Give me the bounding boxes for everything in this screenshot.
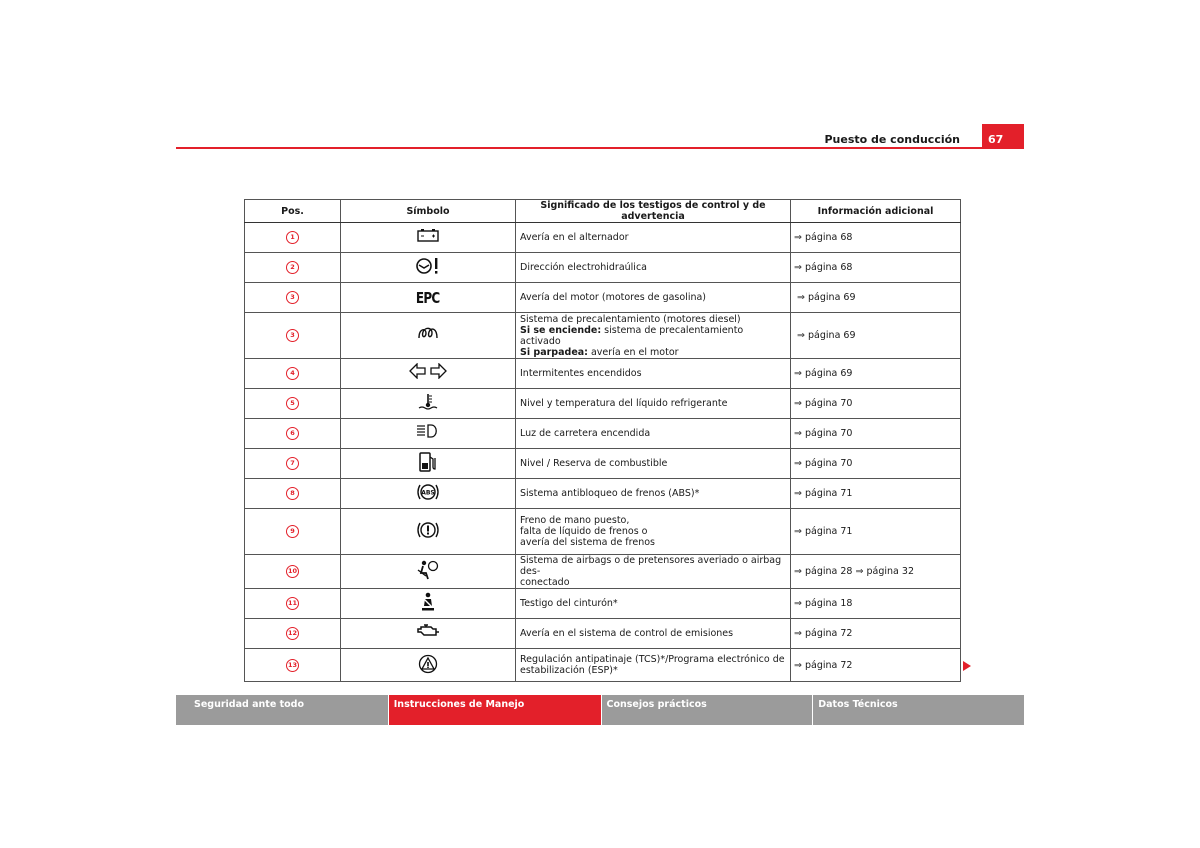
page-number: 67 [982, 124, 1024, 149]
column-header-pos: Pos. [245, 200, 341, 223]
svg-text:ABS: ABS [421, 489, 435, 496]
position-marker: 13 [286, 659, 299, 672]
page-reference-link[interactable]: página 18 [805, 598, 853, 609]
position-marker: 7 [286, 457, 299, 470]
info-cell: ⇒ página 28 ⇒ página 32 [791, 555, 961, 589]
table-row [245, 389, 961, 419]
info-cell: ⇒ página 71 [791, 509, 961, 555]
fuel-pump-icon [418, 452, 438, 474]
info-cell: ⇒ página 68 [791, 253, 961, 283]
brake-warning-icon [415, 521, 441, 543]
next-page-arrow-icon[interactable] [963, 661, 971, 671]
meaning-text: Intermitentes encendidos [516, 359, 791, 389]
position-marker: 11 [286, 597, 299, 610]
column-header-info: Información adicional [791, 200, 961, 223]
table-row [245, 253, 961, 283]
page-reference-link[interactable]: página 68 [805, 262, 853, 273]
glow-plug-icon [417, 325, 439, 347]
position-marker: 5 [286, 397, 299, 410]
position-marker: 3 [286, 329, 299, 342]
page-reference-link[interactable]: página 28 [805, 566, 853, 577]
position-marker: 1 [286, 231, 299, 244]
info-cell: ⇒ página 72 [791, 649, 961, 682]
table-row [245, 419, 961, 449]
table-row [245, 589, 961, 619]
page-reference-link[interactable]: página 69 [808, 292, 856, 303]
position-marker: 6 [286, 427, 299, 440]
page-reference-link[interactable]: página 70 [805, 458, 853, 469]
battery-icon [417, 227, 439, 249]
steering-warning-icon [416, 257, 440, 279]
info-cell: ⇒ página 18 [791, 589, 961, 619]
page-reference-link[interactable]: página 72 [805, 659, 853, 671]
info-cell: ⇒ página 68 [791, 223, 961, 253]
position-marker: 10 [286, 565, 299, 578]
info-cell: ⇒ página 70 [791, 389, 961, 419]
table-row [245, 479, 961, 509]
table-row [245, 555, 961, 589]
info-cell: ⇒ página 69 [791, 313, 961, 359]
table-row [245, 649, 961, 682]
position-marker: 3 [286, 291, 299, 304]
epc-icon: EPC [416, 288, 440, 307]
high-beam-icon [416, 423, 440, 445]
info-cell: ⇒ página 70 [791, 419, 961, 449]
turn-signals-icon [409, 363, 447, 385]
page-reference-link[interactable]: página 70 [805, 428, 853, 439]
tab-instrucciones[interactable]: Instrucciones de Manejo [389, 695, 601, 725]
page-reference-link[interactable]: página 32 [866, 566, 914, 577]
page-reference-link[interactable]: página 72 [805, 628, 853, 639]
airbag-icon [417, 560, 439, 582]
meaning-text: Avería en el sistema de control de emisiones [516, 619, 791, 649]
seatbelt-icon [420, 592, 436, 614]
meaning-text: Freno de mano puesto, falta de líquido de frenos o avería del sistema de frenos [516, 509, 791, 555]
position-marker: 2 [286, 261, 299, 274]
column-header-meaning: Significado de los testigos de control y de advertencia [516, 200, 791, 223]
engine-check-icon [416, 623, 440, 645]
meaning-text: Testigo del cinturón* [516, 589, 791, 619]
page-reference-link[interactable]: página 69 [805, 368, 853, 379]
meaning-text: Sistema de precalentamiento (motores diesel) Si se enciende: sistema de precalentamiento activado Si parpadea: avería en el motor [516, 313, 791, 359]
abs-icon [415, 483, 441, 505]
table-row [245, 223, 961, 253]
position-marker: 12 [286, 627, 299, 640]
warning-lights-table [244, 199, 961, 682]
meaning-text: Nivel y temperatura del líquido refrigerante [516, 389, 791, 419]
table-row [245, 449, 961, 479]
position-marker: 4 [286, 367, 299, 380]
page-reference-link[interactable]: página 69 [808, 330, 856, 341]
header-divider [176, 147, 1024, 149]
column-header-symbol: Símbolo [341, 200, 516, 223]
footer-nav [176, 695, 1024, 725]
table-row [245, 283, 961, 313]
info-cell: ⇒ página 69 [791, 283, 961, 313]
meaning-text: Sistema de airbags o de pretensores averiado o airbag des- conectado [516, 555, 791, 589]
table-row [245, 619, 961, 649]
meaning-text: Luz de carretera encendida [516, 419, 791, 449]
meaning-text: Dirección electrohidraúlica [516, 253, 791, 283]
tab-datos-tecnicos[interactable]: Datos Técnicos [813, 695, 1024, 725]
meaning-text: Sistema antibloqueo de frenos (ABS)* [516, 479, 791, 509]
meaning-text: Avería del motor (motores de gasolina) [516, 283, 791, 313]
position-marker: 8 [286, 487, 299, 500]
page-reference-link[interactable]: página 70 [805, 398, 853, 409]
info-cell: ⇒ página 69 [791, 359, 961, 389]
table-row [245, 359, 961, 389]
table-header-row [245, 200, 961, 223]
table-row [245, 313, 961, 359]
info-cell: ⇒ página 71 [791, 479, 961, 509]
meaning-text: Regulación antipatinaje (TCS)*/Programa electrónico de estabilización (ESP)* [516, 649, 791, 682]
page-reference-link[interactable]: página 71 [805, 526, 853, 537]
position-marker: 9 [286, 525, 299, 538]
info-cell: ⇒ página 70 [791, 449, 961, 479]
page-reference-link[interactable]: página 71 [805, 488, 853, 499]
meaning-text: Nivel / Reserva de combustible [516, 449, 791, 479]
stability-control-icon [418, 654, 438, 676]
section-title: Puesto de conducción [824, 133, 960, 146]
tab-consejos[interactable]: Consejos prácticos [602, 695, 813, 725]
tab-seguridad[interactable]: Seguridad ante todo [176, 695, 388, 725]
page-reference-link[interactable]: página 68 [805, 232, 853, 243]
coolant-temperature-icon [417, 393, 439, 415]
info-cell: ⇒ página 72 [791, 619, 961, 649]
meaning-text: Avería en el alternador [516, 223, 791, 253]
table-row [245, 509, 961, 555]
